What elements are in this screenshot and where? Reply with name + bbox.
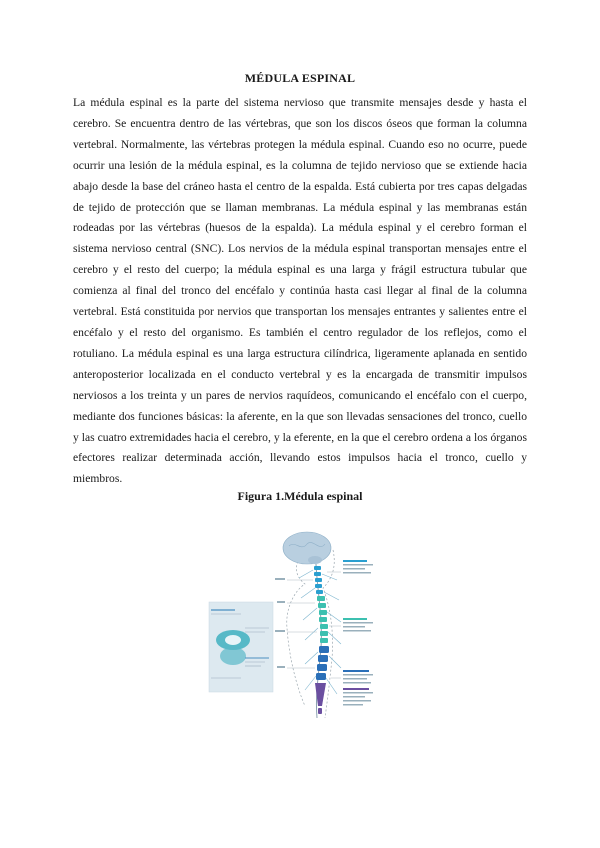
spinal-cord-figure — [205, 528, 415, 723]
document-title: MÉDULA ESPINAL — [244, 71, 356, 85]
label-placeholders-left — [275, 578, 285, 668]
body-paragraph-block — [73, 93, 527, 490]
spinal-cord-illustration — [205, 528, 415, 723]
brain-illustration — [283, 532, 331, 564]
figure-caption: Figura 1.Médula espinal — [237, 489, 363, 503]
label-leaders — [287, 572, 341, 678]
label-placeholders-right — [343, 560, 373, 706]
spinal-column-illustration — [299, 564, 341, 718]
vertebra-cross-section-inset — [209, 602, 273, 692]
body-paragraph: La médula espinal es la parte del sistema nervioso que transmite mensajes desde y hasta el cerebro. Se encuentra dentro de las vértebras, que son los discos óseos que forman la columna vertebral. Normalmente, las vértebras protegen la médula espinal. Cuando eso no ocurre, puede ocurrir una lesión de la médula espinal, es la columna de tejido nervioso que se extiende hacia abajo desde la base del cráneo hasta el centro de la espalda. Está cubierta por tres capas delgadas de tejido de protección que se llaman membranas. La médula espinal y las membranas están rodeadas por las vértebras (huesos de la espalda). La médula espinal y el cerebro forman el sistema nervioso central (SNC). Los nervios de la médula espinal transportan mensajes entre el cerebro y el resto del cuerpo; la médula espinal es una larga y frágil estructura tubular que comienza al final del tronco del encéfalo y continúa hasta casi llegar al final de la columna vertebral. Está constituida por nervios que transportan los mensajes entrantes y salientes entre el encéfalo y el resto del organismo. Es también el centro regulador de los reflejos, como el rotuliano. La médula espinal es una larga estructura cilíndrica, ligeramente aplanada en sentido anteroposterior localizada en el conducto vertebral y es la encargada de transmitir impulsos nerviosos a los treinta y un pares de nervios raquídeos, comunicando el encéfalo con el cuerpo, mediante dos funciones básicas: la aferente, en la que son llevadas sensaciones del tronco, cuello y las cuatro extremidades hacia el cerebro, y la eferente, en la que el cerebro ordena a los órganos efectores realizar determinada acción, llevando estos impulsos hacia el tronco, cuello y miembros. — [73, 96, 527, 486]
